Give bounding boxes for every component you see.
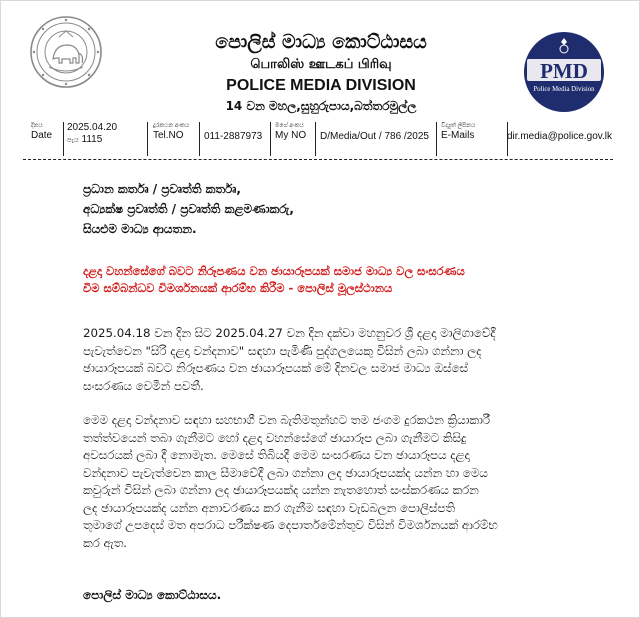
addressee-line: සියළුම මාධ්‍ය ආයතන. <box>83 222 197 236</box>
time-value: 1115 <box>81 134 103 145</box>
email-value: dir.media@police.gov.lk <box>507 131 613 142</box>
paragraph-2-line: වන්දනාව පැවැත්වෙන කාල සීමාවේදී ලබා ගන්නා ලද ඡායාරූපයක්ද යන්න හා මෙය <box>83 465 488 480</box>
paragraph-1-line: ඡායාරූපයක් බවට නිරූපණය වන ඡායාරූපයක් මේ දිනවල සමාජ මාධ්‍ය ඔස්සේ <box>83 361 468 375</box>
my-no-label: මගේ අංකය My NO <box>275 123 307 141</box>
date-value: 2025.04.20 <box>67 122 118 133</box>
pmd-logo-subtext: Police Media Division <box>533 86 595 93</box>
email-label: විද්‍යුත් ලිපිනය E-Mails <box>441 123 476 141</box>
signature-line: පොලිස් මාධ්‍ය කොට්ඨාසය. <box>83 588 222 602</box>
paragraph-2-line: ලද ඡායාරූපයක්ද යන්න අනාවරණය කර ගැනීම සඳහා වැඩබලන පොලිස්පති <box>83 500 455 515</box>
paragraph-2-line: අවසරයක් ලබා දී නොමැත. මෙසේ තිබියදී මෙම සංසරණය වන ඡායාරූපය දළදා <box>83 448 470 462</box>
paragraph-2-line: මෙම දළදා වන්දනාව සඳහා සහභාගී වන බැතිමතුන්හට තම ජංගම දුරකථන ක්‍රියාකාරී <box>83 413 491 427</box>
office-address: 14 වන මහල,සුහුරුපාය,බත්තරමුල්ල <box>225 99 417 113</box>
office-title-tamil: பொலிஸ் ஊடகப் பிரிவு <box>250 57 392 72</box>
addressee-line: ප්‍රධාන කර්තෘ / ප්‍රවෘත්ති කර්තෘ, <box>83 182 241 196</box>
paragraph-2-line: කර ඇත. <box>83 535 128 550</box>
paragraph-1-line: සංසරණය වෙමින් පවතී. <box>83 378 204 393</box>
header-divider <box>23 159 613 160</box>
time-label: පැය <box>67 137 79 144</box>
subject-line: වීම සම්බන්ධව විමර්ශනයක් ආරම්භ කිරීම - පොලිස් මූලස්ථානය <box>83 281 393 295</box>
date-label: දිනය Date <box>31 123 53 141</box>
paragraph-1-line: පැවැත්වෙන "සිරි දළදා වන්දනාව" සඳහා පැමිණි පුද්ගලයෙකු විසින් ලබා ගන්නා ලද <box>83 343 482 358</box>
paragraph-1-line: 2025.04.18 වන දින සිට 2025.04.27 වන දින දක්වා මහනුවර ශ්‍රී දළදා මාලිගාවේදී <box>83 326 496 340</box>
pmd-logo-text: PMD <box>540 59 588 83</box>
paragraph-2-line: කවුරුන් විසින් ලබා ගන්නා ලද ඡායාරූපයක්ද යන්න නැතහොත් සංස්කරණය කරන <box>83 483 479 497</box>
pmd-logo <box>523 31 605 113</box>
paragraph-2-line: තත්ත්වයෙන් තබා ගැනීමට හෝ දළදා වහන්සේගේ ඡායාරූප ලබා ගැනීමට කිසිදු <box>83 430 467 445</box>
date-time-value <box>67 122 147 154</box>
office-title-english: POLICE MEDIA DIVISION <box>226 77 416 94</box>
reference-info-row <box>23 122 613 154</box>
tel-value: 011-2887973 <box>204 131 263 142</box>
addressee-line: අධ්‍යක්ෂ ප්‍රවෘත්ති / ප්‍රවෘත්ති කළමණාකරු, <box>83 202 294 216</box>
tel-label: දුරකථන අංකය Tel.NO <box>153 123 190 141</box>
paragraph-2-line: තුමාගේ උපදෙස් මත අපරාධ පරීක්ෂණ දෙපාර්තමේන්තුව විසින් විමර්ශනයක් ආරම්භ <box>83 518 498 532</box>
my-no-value: D/Media/Out / 786 /2025 <box>320 131 429 142</box>
office-title-sinhala: පොලිස් මාධ්‍ය කොට්ඨාසය <box>215 31 427 53</box>
subject-line: දළදා වහන්සේගේ බවට නිරූපණය වන ඡායාරූපයක් සමාජ මාධ්‍ය වල සංසරණය <box>83 264 465 278</box>
